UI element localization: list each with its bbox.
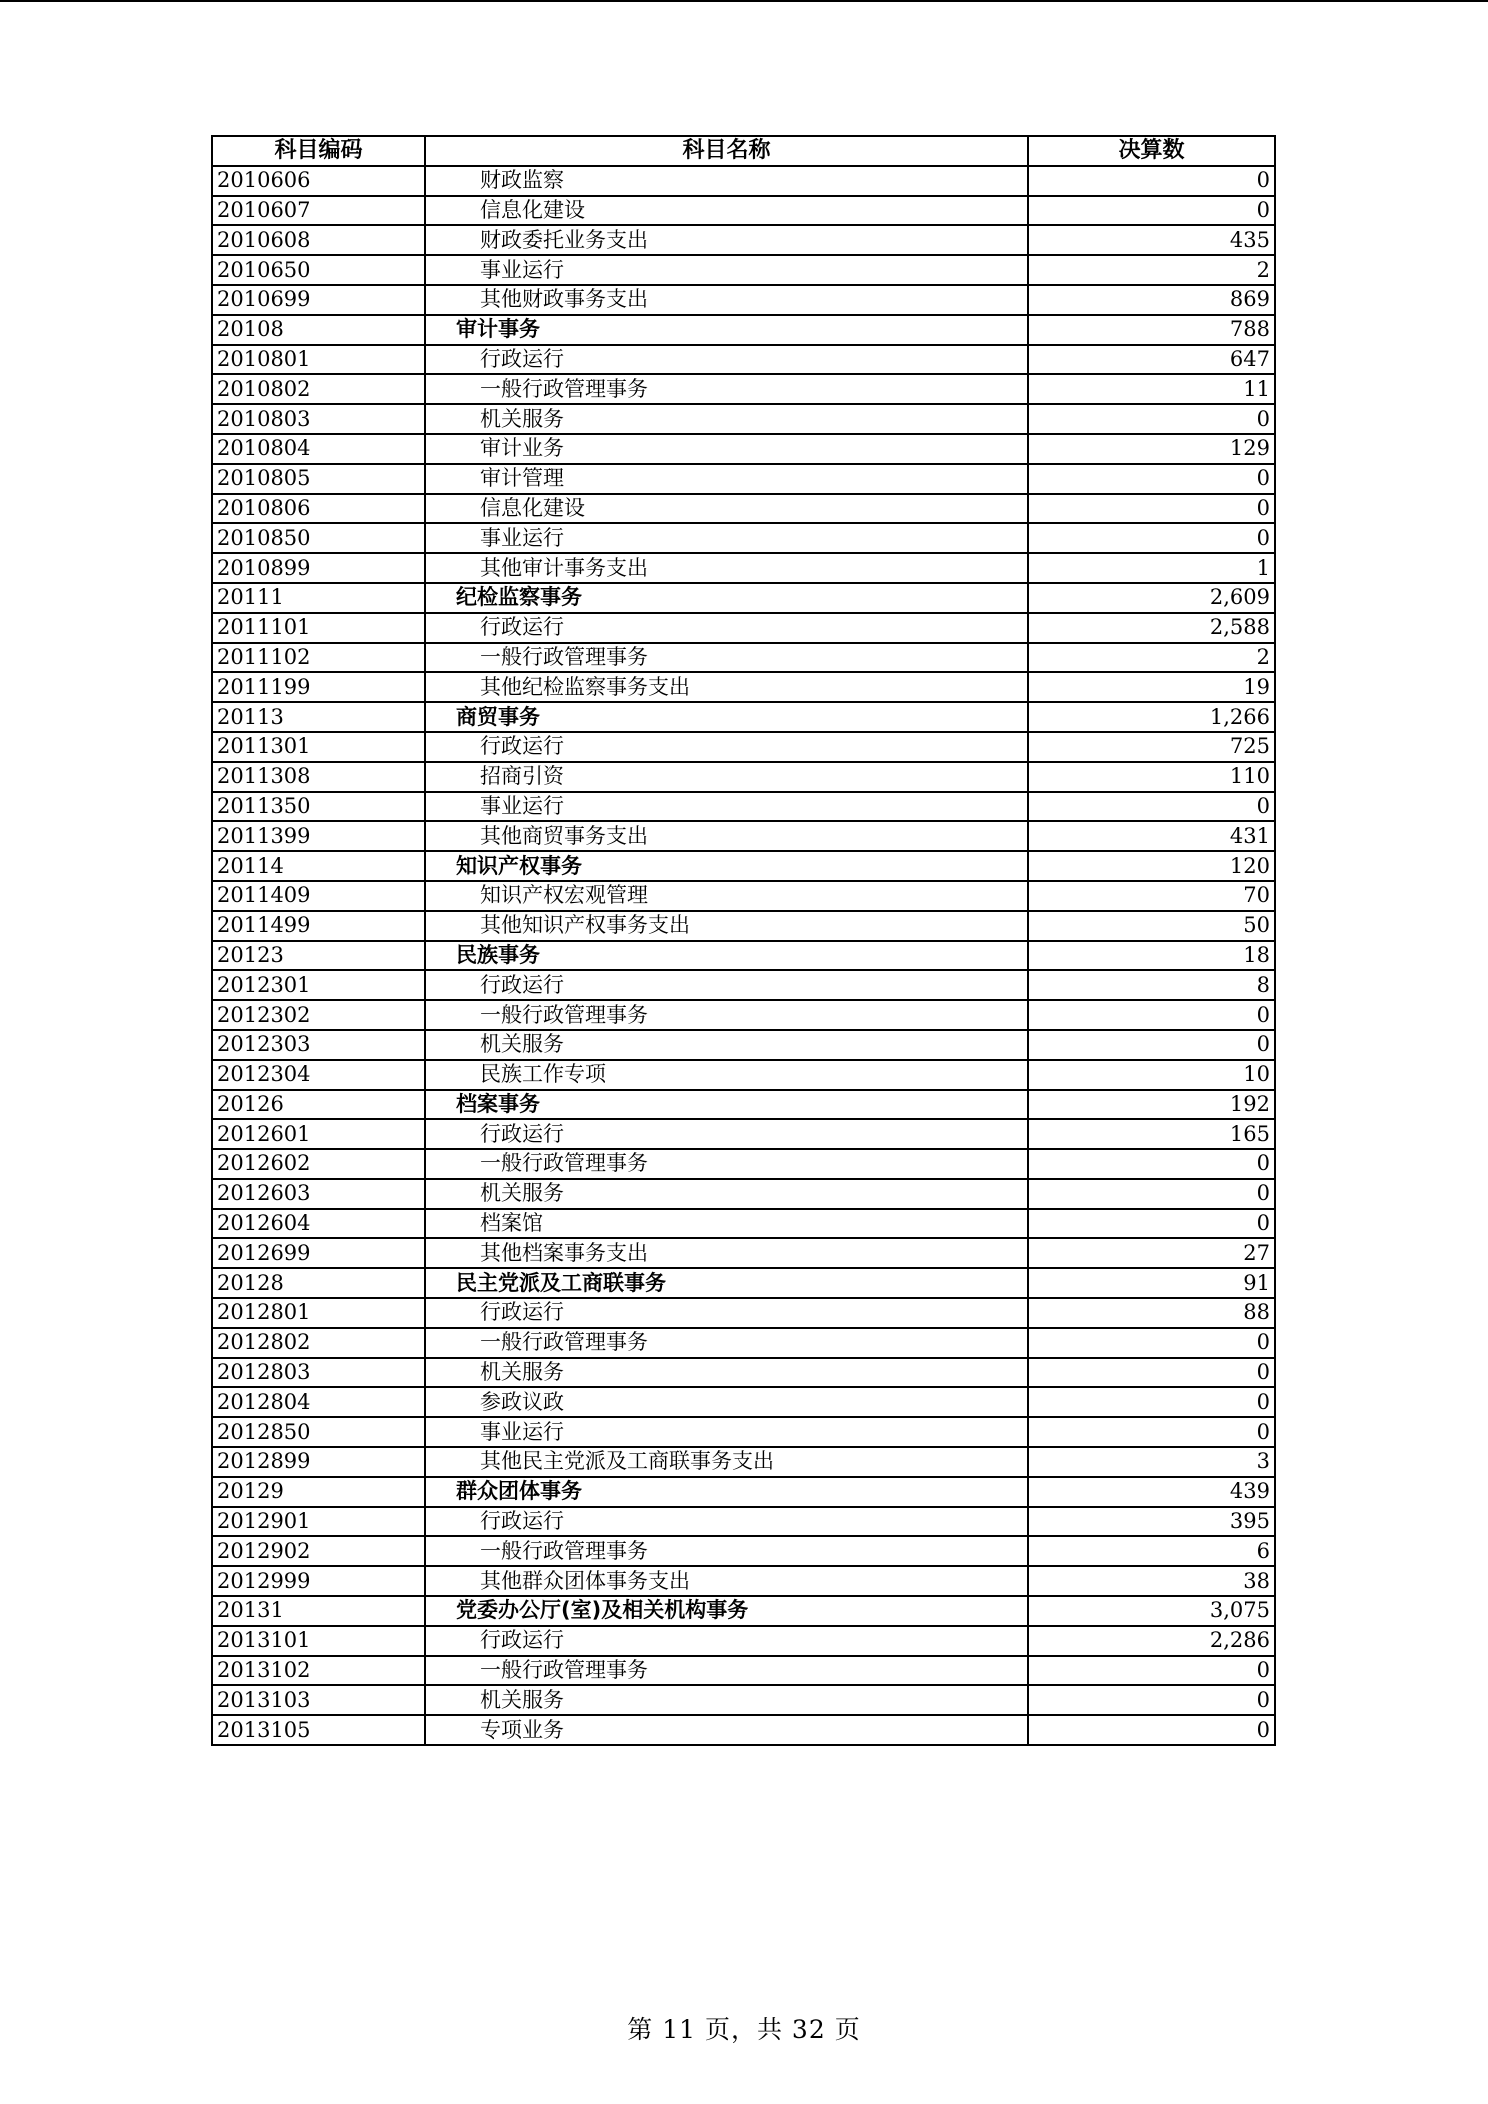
- row-amount: 6: [1028, 1536, 1275, 1566]
- row-code: 2012699: [212, 1238, 425, 1268]
- row-category-name: 群众团体事务: [425, 1477, 1028, 1507]
- row-code: 2011308: [212, 762, 425, 792]
- table-row: [212, 255, 1275, 285]
- row-item-name: 信息化建设: [425, 196, 1028, 226]
- row-amount: 0: [1028, 196, 1275, 226]
- row-item-name: 一般行政管理事务: [425, 1536, 1028, 1566]
- row-amount: 120: [1028, 851, 1275, 881]
- row-code: 2010650: [212, 255, 425, 285]
- row-code: 2012304: [212, 1060, 425, 1090]
- table-row: [212, 1447, 1275, 1477]
- table-row: [212, 1536, 1275, 1566]
- row-amount: 2,286: [1028, 1626, 1275, 1656]
- table-row: [212, 1566, 1275, 1596]
- row-item-name: 审计业务: [425, 434, 1028, 464]
- row-code: 2010804: [212, 434, 425, 464]
- row-amount: 0: [1028, 1209, 1275, 1239]
- row-item-name: 财政委托业务支出: [425, 225, 1028, 255]
- row-item-name: 机关服务: [425, 404, 1028, 434]
- row-amount: 0: [1028, 1417, 1275, 1447]
- row-amount: 395: [1028, 1507, 1275, 1537]
- table-row: [212, 315, 1275, 345]
- table-row: [212, 1685, 1275, 1715]
- row-item-name: 行政运行: [425, 1626, 1028, 1656]
- row-amount: 165: [1028, 1119, 1275, 1149]
- table-row: [212, 196, 1275, 226]
- row-amount: 0: [1028, 523, 1275, 553]
- table-row: [212, 1090, 1275, 1120]
- table-row: [212, 434, 1275, 464]
- row-code: 2012801: [212, 1298, 425, 1328]
- page-footer: 第 11 页，共 32 页: [627, 2015, 861, 2044]
- row-item-name: 机关服务: [425, 1358, 1028, 1388]
- row-amount: 2: [1028, 643, 1275, 673]
- table-row: [212, 1715, 1275, 1745]
- row-code: 2012602: [212, 1149, 425, 1179]
- row-category-name: 商贸事务: [425, 702, 1028, 732]
- row-code: 20128: [212, 1268, 425, 1298]
- table-row: [212, 851, 1275, 881]
- row-amount: 2,588: [1028, 613, 1275, 643]
- row-amount: 0: [1028, 1358, 1275, 1388]
- row-amount: 0: [1028, 404, 1275, 434]
- row-amount: 0: [1028, 1685, 1275, 1715]
- row-code: 2013102: [212, 1656, 425, 1686]
- table-row: [212, 702, 1275, 732]
- row-amount: 110: [1028, 762, 1275, 792]
- row-item-name: 一般行政管理事务: [425, 374, 1028, 404]
- table-row: [212, 1119, 1275, 1149]
- table-row: [212, 583, 1275, 613]
- table-row: [212, 1209, 1275, 1239]
- row-item-name: 招商引资: [425, 762, 1028, 792]
- table-row: [212, 1030, 1275, 1060]
- row-code: 2010806: [212, 494, 425, 524]
- row-amount: 725: [1028, 732, 1275, 762]
- table-row: [212, 1417, 1275, 1447]
- row-code: 2012603: [212, 1179, 425, 1209]
- row-item-name: 档案馆: [425, 1209, 1028, 1239]
- row-amount: 70: [1028, 881, 1275, 911]
- row-item-name: 一般行政管理事务: [425, 1656, 1028, 1686]
- row-category-name: 民主党派及工商联事务: [425, 1268, 1028, 1298]
- page-top-rule: [0, 0, 1488, 2]
- row-code: 20123: [212, 941, 425, 971]
- table-header: [212, 136, 1275, 166]
- row-amount: 91: [1028, 1268, 1275, 1298]
- row-code: 20114: [212, 851, 425, 881]
- table-row: [212, 1149, 1275, 1179]
- table-row: [212, 762, 1275, 792]
- row-item-name: 事业运行: [425, 792, 1028, 822]
- row-amount: 0: [1028, 1656, 1275, 1686]
- row-code: 2010606: [212, 166, 425, 196]
- table-row: [212, 345, 1275, 375]
- row-item-name: 其他审计事务支出: [425, 553, 1028, 583]
- row-item-name: 机关服务: [425, 1179, 1028, 1209]
- table-row: [212, 1387, 1275, 1417]
- row-amount: 3: [1028, 1447, 1275, 1477]
- row-amount: 1,266: [1028, 702, 1275, 732]
- table-row: [212, 523, 1275, 553]
- row-item-name: 事业运行: [425, 523, 1028, 553]
- row-code: 2013105: [212, 1715, 425, 1745]
- row-code: 2012601: [212, 1119, 425, 1149]
- table-row: [212, 464, 1275, 494]
- row-amount: 2: [1028, 255, 1275, 285]
- table-row: [212, 225, 1275, 255]
- row-item-name: 行政运行: [425, 970, 1028, 1000]
- header-amount: 决算数: [1028, 136, 1275, 166]
- row-code: 2012804: [212, 1387, 425, 1417]
- row-code: 2010803: [212, 404, 425, 434]
- table-row: [212, 166, 1275, 196]
- row-code: 2011101: [212, 613, 425, 643]
- row-item-name: 一般行政管理事务: [425, 1000, 1028, 1030]
- row-amount: 869: [1028, 285, 1275, 315]
- row-code: 20113: [212, 702, 425, 732]
- row-code: 2011102: [212, 643, 425, 673]
- row-item-name: 一般行政管理事务: [425, 643, 1028, 673]
- row-code: 2013103: [212, 1685, 425, 1715]
- row-item-name: 事业运行: [425, 1417, 1028, 1447]
- row-amount: 0: [1028, 1387, 1275, 1417]
- table-row: [212, 1358, 1275, 1388]
- row-item-name: 行政运行: [425, 613, 1028, 643]
- row-code: 2011301: [212, 732, 425, 762]
- row-code: 2011399: [212, 821, 425, 851]
- header-code: 科目编码: [212, 136, 425, 166]
- header-name: 科目名称: [425, 136, 1028, 166]
- table-row: [212, 1477, 1275, 1507]
- row-amount: 0: [1028, 494, 1275, 524]
- row-code: 2012303: [212, 1030, 425, 1060]
- table-row: [212, 1000, 1275, 1030]
- table-row: [212, 732, 1275, 762]
- row-amount: 19: [1028, 672, 1275, 702]
- row-item-name: 行政运行: [425, 1507, 1028, 1537]
- row-category-name: 知识产权事务: [425, 851, 1028, 881]
- row-amount: 0: [1028, 1000, 1275, 1030]
- row-item-name: 其他纪检监察事务支出: [425, 672, 1028, 702]
- row-code: 2012802: [212, 1328, 425, 1358]
- row-item-name: 审计管理: [425, 464, 1028, 494]
- row-item-name: 其他群众团体事务支出: [425, 1566, 1028, 1596]
- table-row: [212, 1507, 1275, 1537]
- table-row: [212, 1656, 1275, 1686]
- row-amount: 0: [1028, 464, 1275, 494]
- row-code: 2012850: [212, 1417, 425, 1447]
- table-row: [212, 613, 1275, 643]
- row-item-name: 一般行政管理事务: [425, 1149, 1028, 1179]
- table-row: [212, 1060, 1275, 1090]
- row-category-name: 审计事务: [425, 315, 1028, 345]
- row-item-name: 知识产权宏观管理: [425, 881, 1028, 911]
- table-row: [212, 1238, 1275, 1268]
- row-category-name: 纪检监察事务: [425, 583, 1028, 613]
- row-code: 2012901: [212, 1507, 425, 1537]
- row-amount: 2,609: [1028, 583, 1275, 613]
- budget-table: [211, 135, 1276, 1746]
- header-row: [212, 136, 1275, 166]
- table-row: [212, 1268, 1275, 1298]
- row-code: 2012902: [212, 1536, 425, 1566]
- row-code: 2013101: [212, 1626, 425, 1656]
- row-code: 2011499: [212, 911, 425, 941]
- row-code: 20131: [212, 1596, 425, 1626]
- row-amount: 88: [1028, 1298, 1275, 1328]
- row-code: 2012604: [212, 1209, 425, 1239]
- table-row: [212, 494, 1275, 524]
- row-item-name: 专项业务: [425, 1715, 1028, 1745]
- table-row: [212, 911, 1275, 941]
- row-item-name: 民族工作专项: [425, 1060, 1028, 1090]
- row-code: 20126: [212, 1090, 425, 1120]
- table-row: [212, 672, 1275, 702]
- row-item-name: 行政运行: [425, 1298, 1028, 1328]
- row-amount: 0: [1028, 1149, 1275, 1179]
- row-amount: 129: [1028, 434, 1275, 464]
- row-amount: 0: [1028, 792, 1275, 822]
- table-row: [212, 1298, 1275, 1328]
- row-amount: 647: [1028, 345, 1275, 375]
- row-item-name: 财政监察: [425, 166, 1028, 196]
- row-code: 2010608: [212, 225, 425, 255]
- row-item-name: 其他财政事务支出: [425, 285, 1028, 315]
- table-row: [212, 374, 1275, 404]
- row-item-name: 机关服务: [425, 1030, 1028, 1060]
- row-code: 2011199: [212, 672, 425, 702]
- table-row: [212, 285, 1275, 315]
- row-amount: 27: [1028, 1238, 1275, 1268]
- row-code: 2012302: [212, 1000, 425, 1030]
- table-row: [212, 970, 1275, 1000]
- row-amount: 11: [1028, 374, 1275, 404]
- row-item-name: 其他商贸事务支出: [425, 821, 1028, 851]
- row-item-name: 机关服务: [425, 1685, 1028, 1715]
- row-amount: 439: [1028, 1477, 1275, 1507]
- row-item-name: 其他档案事务支出: [425, 1238, 1028, 1268]
- row-code: 2010607: [212, 196, 425, 226]
- row-code: 2011409: [212, 881, 425, 911]
- table-row: [212, 1328, 1275, 1358]
- row-category-name: 民族事务: [425, 941, 1028, 971]
- row-item-name: 其他知识产权事务支出: [425, 911, 1028, 941]
- table-row: [212, 1596, 1275, 1626]
- row-code: 2010801: [212, 345, 425, 375]
- table-body: [212, 166, 1275, 1745]
- row-code: 2010802: [212, 374, 425, 404]
- row-code: 2010699: [212, 285, 425, 315]
- row-amount: 38: [1028, 1566, 1275, 1596]
- row-code: 2011350: [212, 792, 425, 822]
- row-code: 2010850: [212, 523, 425, 553]
- row-code: 2010899: [212, 553, 425, 583]
- row-amount: 0: [1028, 1030, 1275, 1060]
- row-amount: 431: [1028, 821, 1275, 851]
- row-category-name: 档案事务: [425, 1090, 1028, 1120]
- row-code: 20129: [212, 1477, 425, 1507]
- row-amount: 8: [1028, 970, 1275, 1000]
- row-amount: 0: [1028, 166, 1275, 196]
- row-amount: 0: [1028, 1328, 1275, 1358]
- row-code: 2012803: [212, 1358, 425, 1388]
- row-amount: 18: [1028, 941, 1275, 971]
- table-row: [212, 643, 1275, 673]
- table-row: [212, 404, 1275, 434]
- row-amount: 10: [1028, 1060, 1275, 1090]
- row-amount: 3,075: [1028, 1596, 1275, 1626]
- row-code: 2012999: [212, 1566, 425, 1596]
- table-row: [212, 792, 1275, 822]
- row-item-name: 事业运行: [425, 255, 1028, 285]
- row-code: 20111: [212, 583, 425, 613]
- row-amount: 1: [1028, 553, 1275, 583]
- row-amount: 0: [1028, 1715, 1275, 1745]
- row-item-name: 行政运行: [425, 732, 1028, 762]
- row-item-name: 参政议政: [425, 1387, 1028, 1417]
- row-item-name: 其他民主党派及工商联事务支出: [425, 1447, 1028, 1477]
- row-item-name: 行政运行: [425, 345, 1028, 375]
- table-row: [212, 1626, 1275, 1656]
- row-amount: 788: [1028, 315, 1275, 345]
- row-category-name: 党委办公厅(室)及相关机构事务: [425, 1596, 1028, 1626]
- row-code: 2012899: [212, 1447, 425, 1477]
- row-amount: 0: [1028, 1179, 1275, 1209]
- table-row: [212, 1179, 1275, 1209]
- table-row: [212, 941, 1275, 971]
- row-item-name: 行政运行: [425, 1119, 1028, 1149]
- row-code: 2012301: [212, 970, 425, 1000]
- row-item-name: 一般行政管理事务: [425, 1328, 1028, 1358]
- table-row: [212, 881, 1275, 911]
- row-item-name: 信息化建设: [425, 494, 1028, 524]
- row-code: 20108: [212, 315, 425, 345]
- table-row: [212, 553, 1275, 583]
- table-row: [212, 821, 1275, 851]
- row-amount: 50: [1028, 911, 1275, 941]
- row-amount: 435: [1028, 225, 1275, 255]
- row-code: 2010805: [212, 464, 425, 494]
- row-amount: 192: [1028, 1090, 1275, 1120]
